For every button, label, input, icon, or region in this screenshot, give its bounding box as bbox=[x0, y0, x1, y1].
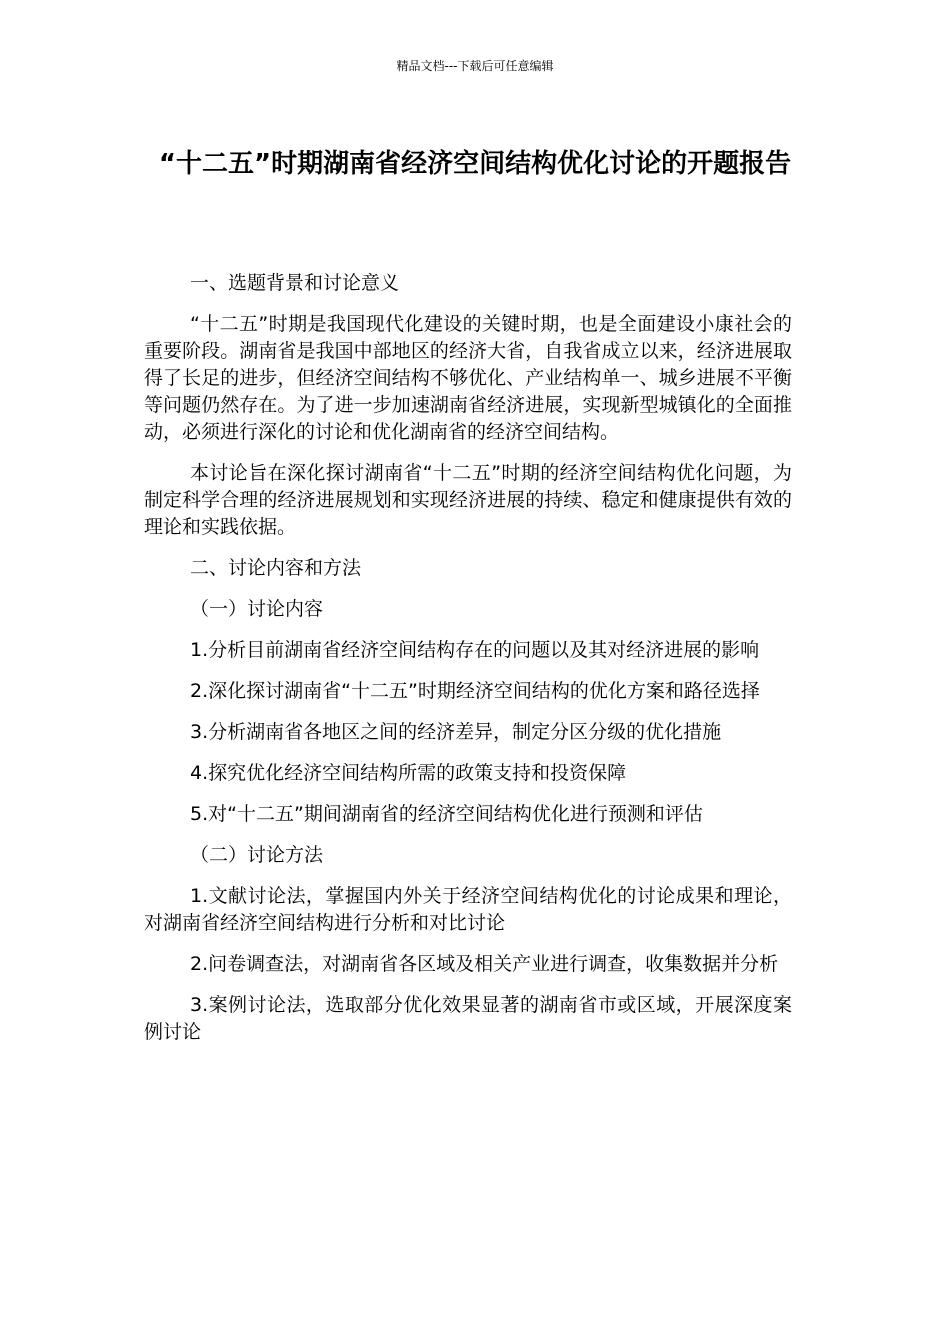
list-item: 2.问卷调查法，对湖南省各区域及相关产业进行调查，收集数据并分析 bbox=[190, 953, 779, 975]
header-note: 精品文档---下载后可任意编辑 bbox=[396, 59, 554, 73]
section-heading-content-methods: 二、讨论内容和方法 bbox=[190, 557, 362, 579]
section-heading-background: 一、选题背景和讨论意义 bbox=[190, 272, 400, 294]
list-item: 3.案例讨论法，选取部分优化效果显著的湖南省市或区域，开展深度案例讨论 bbox=[144, 994, 792, 1043]
body-paragraph: “十二五”时期是我国现代化建设的关键时期，也是全面建设小康社会的重要阶段。湖南省是我国中部地区的经济大省，自我省成立以来，经济进展取得了长足的进步，但经济空间结构不够优化、产业结构单一、城乡进展不平衡等问题仍然存在。为了进一步加速湖南省经济进展，实现新型城镇化的全面推动，必须进行深化的讨论和优化湖南省的经济空间结构。 bbox=[144, 313, 792, 443]
subheading-methods: （二）讨论方法 bbox=[190, 844, 324, 866]
subheading-content: （一）讨论内容 bbox=[190, 598, 324, 620]
page-title: “十二五”时期湖南省经济空间结构优化讨论的开题报告 bbox=[158, 149, 792, 179]
list-item: 1.文献讨论法，掌握国内外关于经济空间结构优化的讨论成果和理论，对湖南省经济空间结构进行分析和对比讨论 bbox=[144, 885, 792, 934]
list-item: 4.探究优化经济空间结构所需的政策支持和投资保障 bbox=[190, 762, 627, 784]
list-item: 5.对“十二五”期间湖南省的经济空间结构优化进行预测和评估 bbox=[190, 803, 703, 825]
document-body bbox=[144, 270, 792, 1060]
list-item: 3.分析湖南省各地区之间的经济差异，制定分区分级的优化措施 bbox=[190, 721, 722, 743]
body-paragraph: 本讨论旨在深化探讨湖南省“十二五”时期的经济空间结构优化问题，为制定科学合理的经济进展规划和实现经济进展的持续、稳定和健康提供有效的理论和实践依据。 bbox=[144, 462, 792, 538]
list-item: 1.分析目前湖南省经济空间结构存在的问题以及其对经济进展的影响 bbox=[190, 639, 760, 661]
list-item: 2.深化探讨湖南省“十二五”时期经济空间结构的优化方案和路径选择 bbox=[190, 680, 760, 702]
